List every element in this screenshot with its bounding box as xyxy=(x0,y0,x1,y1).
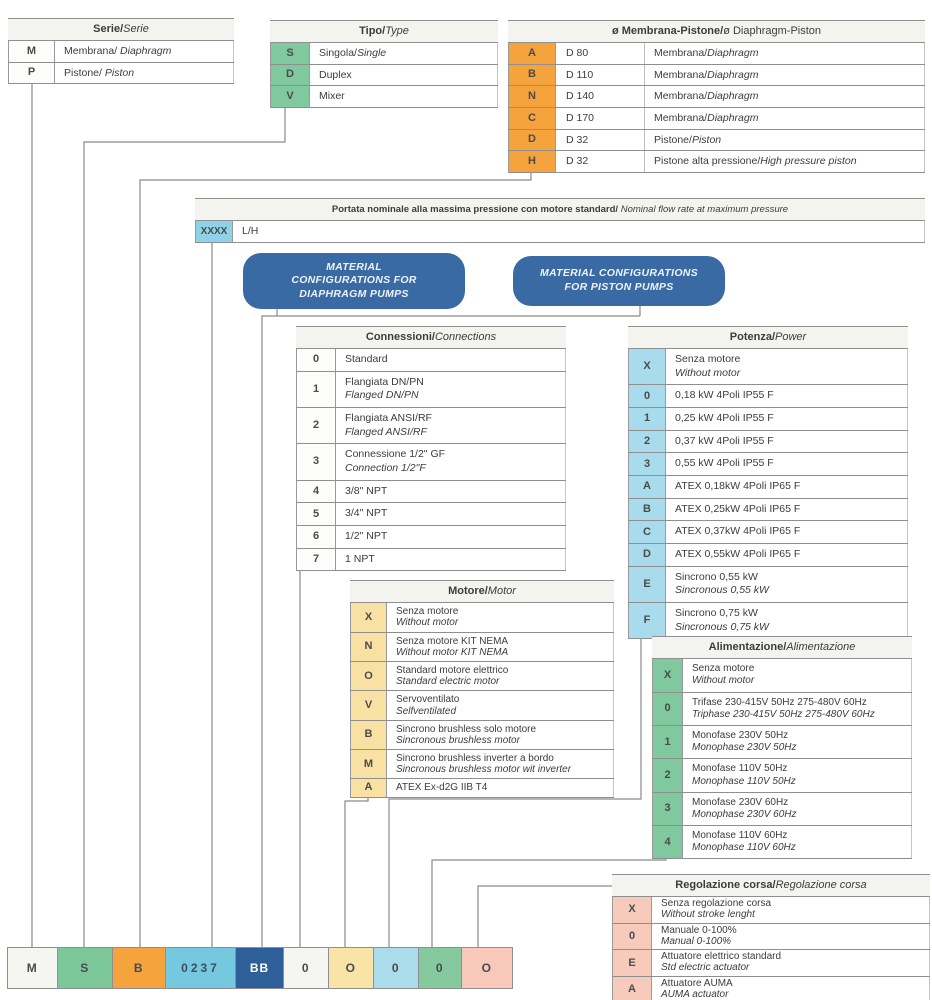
row-diameter: D 80 xyxy=(556,43,645,64)
row-description: Pistone/Piston xyxy=(645,130,925,151)
table-row xyxy=(628,544,908,567)
row-description: Membrana/Diaphragm xyxy=(645,43,925,64)
box-text-line: FOR PISTON PUMPS xyxy=(564,281,674,293)
table-row xyxy=(628,431,908,454)
row-code: D xyxy=(508,130,556,151)
row-code: 0 xyxy=(652,693,683,725)
row-code: A xyxy=(628,476,666,498)
table-serie xyxy=(8,18,234,84)
row-code: A xyxy=(508,43,556,64)
table-row xyxy=(508,108,925,130)
row-description: 0,25 kW 4Poli IP55 F xyxy=(666,408,908,430)
row-diameter: D 32 xyxy=(556,130,645,151)
code-cell-motore: O xyxy=(328,947,374,989)
row-code: 4 xyxy=(296,481,336,503)
row-description: Mixer xyxy=(310,86,498,107)
table-alimentazione xyxy=(652,636,912,859)
table-regolazione-corsa xyxy=(612,874,930,1000)
row-code: F xyxy=(628,603,666,638)
table-row xyxy=(628,349,908,385)
row-description: Pistone/ Piston xyxy=(55,63,234,84)
table-row xyxy=(628,385,908,408)
table-motore xyxy=(350,580,614,798)
row-code: S xyxy=(270,43,310,64)
table-row xyxy=(270,65,498,87)
table-alimentazione-rows xyxy=(652,659,912,859)
row-description: Pistone alta pressione/High pressure piston xyxy=(645,151,925,172)
row-description: Singola/Single xyxy=(310,43,498,64)
table-potenza-title: Potenza/Power xyxy=(628,326,908,349)
row-description: ATEX 0,37kW 4Poli IP65 F xyxy=(666,521,908,543)
table-row xyxy=(8,63,234,85)
table-row xyxy=(350,662,614,691)
row-description: Monofase 110V 50Hz Monophase 110V 50Hz xyxy=(683,759,912,791)
code-cell-alimentazione: 0 xyxy=(418,947,462,989)
row-code: 3 xyxy=(296,444,336,479)
table-row xyxy=(508,151,925,173)
row-code: M xyxy=(8,41,55,62)
row-description: 3/4" NPT xyxy=(336,503,566,525)
table-row xyxy=(652,693,912,726)
row-description: ATEX 0,55kW 4Poli IP65 F xyxy=(666,544,908,566)
table-row xyxy=(296,503,566,526)
row-description: Standard xyxy=(336,349,566,371)
table-row xyxy=(508,43,925,65)
row-code: 4 xyxy=(652,826,683,858)
table-portata-nominale xyxy=(195,198,925,243)
row-description: Monofase 230V 60Hz Monophase 230V 60Hz xyxy=(683,793,912,825)
table-motore-title: Motore/Motor xyxy=(350,580,614,603)
table-row xyxy=(350,779,614,797)
portata-unit: L/H xyxy=(233,221,925,242)
table-serie-title: Serie/Serie xyxy=(8,18,234,41)
row-description: 0,18 kW 4Poli IP55 F xyxy=(666,385,908,407)
table-row xyxy=(350,691,614,720)
table-row xyxy=(296,408,566,444)
table-potenza-rows xyxy=(628,349,908,639)
row-description: Connessione 1/2" GF Connection 1/2"F xyxy=(336,444,566,479)
table-row xyxy=(628,567,908,603)
row-description: Duplex xyxy=(310,65,498,86)
table-row xyxy=(612,897,930,924)
table-connessioni-title: Connessioni/Connections xyxy=(296,326,566,349)
table-row xyxy=(628,603,908,639)
row-description: Flangiata DN/PN Flanged DN/PN xyxy=(336,372,566,407)
table-row xyxy=(652,759,912,792)
row-code: 5 xyxy=(296,503,336,525)
row-code: O xyxy=(350,662,387,690)
box-text-line: MATERIAL xyxy=(326,260,382,273)
row-code: C xyxy=(628,521,666,543)
row-code: X xyxy=(350,603,387,631)
row-description: Trifase 230-415V 50Hz 275-480V 60Hz Triphase 230-415V 50Hz 275-480V 60Hz xyxy=(683,693,912,725)
model-code-strip xyxy=(8,947,513,989)
table-alimentazione-title: Alimentazione/Alimentazione xyxy=(652,636,912,659)
row-description: Senza motore Without motor xyxy=(666,349,908,384)
row-code: X xyxy=(612,897,652,923)
row-code: H xyxy=(508,151,556,172)
row-description: 0,55 kW 4Poli IP55 F xyxy=(666,453,908,475)
code-cell-connessioni: 0 xyxy=(283,947,329,989)
connector-regolazione xyxy=(478,886,612,952)
row-code: 0 xyxy=(628,385,666,407)
code-cell-portata: 0237 xyxy=(165,947,236,989)
table-potenza xyxy=(628,326,908,639)
row-description: ATEX 0,25kW 4Poli IP65 F xyxy=(666,499,908,521)
row-description: Flangiata ANSI/RF Flanged ANSI/RF xyxy=(336,408,566,443)
table-row xyxy=(508,86,925,108)
row-code: X xyxy=(628,349,666,384)
row-code: 2 xyxy=(628,431,666,453)
row-code: 1 xyxy=(628,408,666,430)
row-description: Sincrono brushless inverter a bordo Sincronous brushless motor wit inverter xyxy=(387,750,614,778)
row-description: Manuale 0-100% Manual 0-100% xyxy=(652,924,930,950)
table-row xyxy=(350,633,614,662)
table-row xyxy=(652,659,912,692)
row-code: 1 xyxy=(296,372,336,407)
table-row xyxy=(8,41,234,63)
table-row xyxy=(628,453,908,476)
code-cell-serie: M xyxy=(7,947,58,989)
table-row xyxy=(508,65,925,87)
table-row xyxy=(628,499,908,522)
row-description: Senza motore Without motor xyxy=(387,603,614,631)
table-row xyxy=(270,43,498,65)
table-tipo-rows xyxy=(270,43,498,108)
table-row xyxy=(628,521,908,544)
row-diameter: D 32 xyxy=(556,151,645,172)
row-description: 1 NPT xyxy=(336,549,566,571)
row-code: B xyxy=(628,499,666,521)
table-row xyxy=(652,793,912,826)
row-description: Monofase 110V 60Hz Monophase 110V 60Hz xyxy=(683,826,912,858)
row-code: E xyxy=(628,567,666,602)
row-description: ATEX 0,18kW 4Poli IP65 F xyxy=(666,476,908,498)
row-description: ATEX Ex-d2G IIB T4 xyxy=(387,779,614,796)
row-description: Attuatore AUMA AUMA actuator xyxy=(652,977,930,1000)
code-cell-diametro: B xyxy=(112,947,166,989)
row-code: A xyxy=(612,977,652,1000)
table-connessioni-rows xyxy=(296,349,566,571)
box-text-line: MATERIAL CONFIGURATIONS xyxy=(540,267,698,280)
table-diametro-membrana-pistone xyxy=(508,20,925,173)
row-code: E xyxy=(612,950,652,976)
row-description: Attuatore elettrico standard Std electric actuator xyxy=(652,950,930,976)
row-description: Senza motore KIT NEMA Without motor KIT NEMA xyxy=(387,633,614,661)
table-row xyxy=(612,977,930,1000)
table-diametro-title: ø Membrana-Pistone/ø Diaphragm-Piston xyxy=(508,20,925,43)
row-code: 2 xyxy=(652,759,683,791)
table-row xyxy=(350,721,614,750)
table-tipo xyxy=(270,20,498,108)
row-code: 3 xyxy=(628,453,666,475)
row-code: C xyxy=(508,108,556,129)
row-code: 3 xyxy=(652,793,683,825)
row-code: 7 xyxy=(296,549,336,571)
row-code: B xyxy=(508,65,556,86)
row-code: V xyxy=(270,86,310,107)
row-description: 3/8" NPT xyxy=(336,481,566,503)
table-row xyxy=(296,349,566,372)
table-row xyxy=(296,372,566,408)
code-cell-potenza: 0 xyxy=(373,947,419,989)
row-description: Standard motore elettrico Standard electric motor xyxy=(387,662,614,690)
table-row xyxy=(296,481,566,504)
table-row xyxy=(270,86,498,108)
table-row xyxy=(612,924,930,951)
row-diameter: D 170 xyxy=(556,108,645,129)
table-diametro-rows xyxy=(508,43,925,173)
table-row xyxy=(508,130,925,152)
row-code: X xyxy=(652,659,683,691)
row-description: Membrana/ Diaphragm xyxy=(55,41,234,62)
row-code: A xyxy=(350,779,387,796)
table-portata-title: Portata nominale alla massima pressione con motore standard/ Nominal flow rate at maximum pressure xyxy=(195,198,925,221)
row-code: V xyxy=(350,691,387,719)
material-configurations-piston-box xyxy=(513,256,725,306)
table-row xyxy=(628,408,908,431)
table-regolazione-rows xyxy=(612,897,930,1000)
row-code: N xyxy=(508,86,556,107)
table-connessioni xyxy=(296,326,566,571)
row-diameter: D 110 xyxy=(556,65,645,86)
row-description: Sincrono brushless solo motore Sincronous brushless motor xyxy=(387,721,614,749)
row-code: 0 xyxy=(296,349,336,371)
row-code: P xyxy=(8,63,55,84)
table-row xyxy=(652,826,912,859)
row-code: D xyxy=(270,65,310,86)
table-row xyxy=(628,476,908,499)
row-description: 1/2" NPT xyxy=(336,526,566,548)
table-row xyxy=(350,750,614,779)
row-description: Senza regolazione corsa Without stroke lenght xyxy=(652,897,930,923)
row-description: Senza motore Without motor xyxy=(683,659,912,691)
row-code: M xyxy=(350,750,387,778)
portata-row xyxy=(195,221,925,243)
row-description: Monofase 230V 50Hz Monophase 230V 50Hz xyxy=(683,726,912,758)
table-serie-rows xyxy=(8,41,234,84)
table-row xyxy=(296,526,566,549)
row-description: Sincrono 0,55 kW Sincronous 0,55 kW xyxy=(666,567,908,602)
material-configurations-diaphragm-box xyxy=(243,253,465,309)
table-row xyxy=(652,726,912,759)
table-row xyxy=(612,950,930,977)
row-code: 1 xyxy=(652,726,683,758)
box-text-line: CONFIGURATIONS FOR xyxy=(291,274,417,287)
table-motore-rows xyxy=(350,603,614,797)
row-description: Membrana/Diaphragm xyxy=(645,108,925,129)
row-code: B xyxy=(350,721,387,749)
table-row xyxy=(296,549,566,572)
code-cell-regolazione: O xyxy=(461,947,513,989)
row-diameter: D 140 xyxy=(556,86,645,107)
table-row xyxy=(350,603,614,632)
row-code: 0 xyxy=(612,924,652,950)
row-description: Membrana/Diaphragm xyxy=(645,86,925,107)
row-description: Servoventilato Selfventilated xyxy=(387,691,614,719)
table-row xyxy=(296,444,566,480)
code-cell-materiali: BB xyxy=(235,947,284,989)
row-code: 6 xyxy=(296,526,336,548)
row-code: D xyxy=(628,544,666,566)
row-code: 2 xyxy=(296,408,336,443)
portata-code-xxxx: XXXX xyxy=(195,221,233,242)
table-tipo-title: Tipo/Type xyxy=(270,20,498,43)
row-code: N xyxy=(350,633,387,661)
code-cell-tipo: S xyxy=(57,947,113,989)
table-regolazione-title: Regolazione corsa/Regolazione corsa xyxy=(612,874,930,897)
row-description: 0,37 kW 4Poli IP55 F xyxy=(666,431,908,453)
row-description: Membrana/Diaphragm xyxy=(645,65,925,86)
box-text-line: DIAPHRAGM PUMPS xyxy=(299,287,409,300)
row-description: Sincrono 0,75 kW Sincronous 0,75 kW xyxy=(666,603,908,638)
